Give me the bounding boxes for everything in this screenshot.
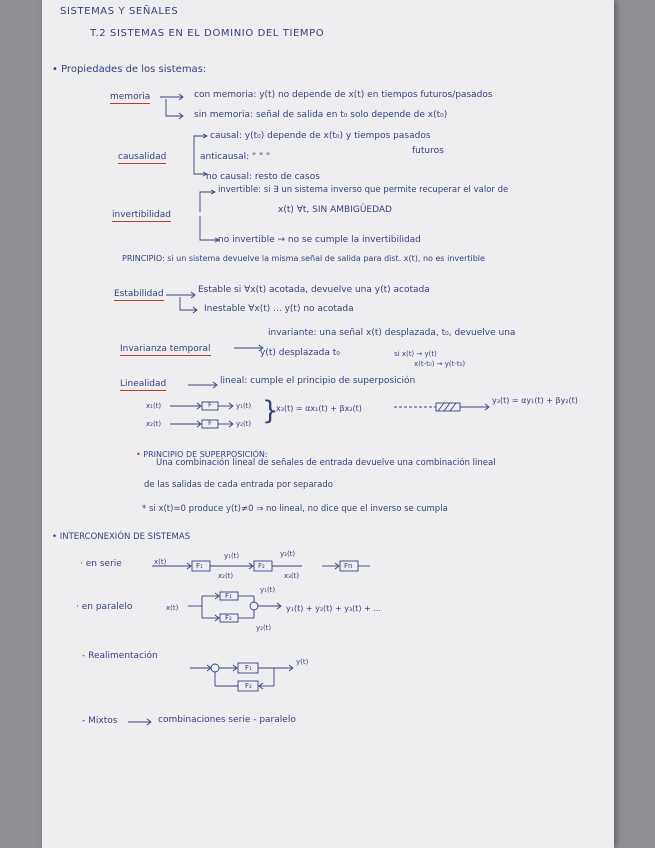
- invertibility-principle: PRINCIPIO: si un sistema devuelve la misma señal de salida para dist. x(t), no es invertible: [122, 254, 485, 263]
- parallel-sum: y₁(t) + y₂(t) + y₃(t) + ...: [286, 604, 381, 613]
- stability-label: Estabilidad: [114, 289, 164, 299]
- parallel-f2: F₂: [225, 614, 232, 622]
- futuros-note: futuros: [412, 146, 444, 156]
- series-label-text: en serie: [85, 559, 122, 569]
- properties-heading-text: Propiedades de los sistemas:: [61, 64, 207, 75]
- memory-without: sin memoria: señal de salida en t₀ solo depende de x(t₀): [194, 110, 448, 120]
- properties-heading: • Propiedades de los sistemas:: [52, 64, 207, 75]
- topic-title: T.2 SISTEMAS EN EL DOMINIO DEL TIEMPO: [90, 28, 325, 39]
- parallel-label-text: en paralelo: [81, 602, 133, 612]
- invariant-line1: invariante: una señal x(t) desplazada, t₀, devuelve una: [268, 328, 516, 338]
- feedback-f1: F₁: [245, 664, 252, 672]
- invertible-line2: x(t) ∀t, SIN AMBIGÜEDAD: [278, 205, 392, 215]
- feedback-y: y(t): [296, 658, 309, 666]
- parallel-x: x(t): [166, 604, 179, 612]
- lin-box-2: F: [208, 419, 213, 427]
- noninvertible-def: no invertible → no se cumple la invertibilidad: [218, 235, 421, 245]
- series-f1: F₁: [196, 562, 203, 570]
- series-f2: F₂: [258, 562, 265, 570]
- lin-x1: x₁(t): [146, 402, 162, 410]
- series-x: x(t): [154, 558, 167, 566]
- lin-y1: y₁(t): [236, 402, 252, 410]
- series-y1: y₁(t): [224, 552, 240, 560]
- feedback-label: - Realimentación: [82, 651, 158, 661]
- invertible-line1: invertible: si ∃ un sistema inverso que permite recuperar el valor de: [218, 185, 509, 195]
- feedback-f2: F₂: [245, 682, 252, 690]
- parallel-label: · en paralelo: [76, 602, 133, 612]
- stable-def: Estable si ∀x(t) acotada, devuelve una y(t) acotada: [198, 285, 430, 295]
- series-y2: y₂(t): [280, 550, 296, 558]
- mixed-arrow: [128, 718, 158, 726]
- interconnection-heading-text: INTERCONEXIÓN DE SISTEMAS: [59, 532, 191, 542]
- lin-combined-input: x₃(t) = αx₁(t) + βx₂(t): [276, 404, 362, 413]
- invariant-line2: y(t) desplazada t₀: [260, 348, 340, 358]
- parallel-y1: y₁(t): [260, 586, 276, 594]
- parallel-y2: y₂(t): [256, 624, 272, 632]
- notebook-page: [42, 0, 614, 848]
- superposition-line1: Una combinación lineal de señales de entrada devuelve una combinación lineal: [156, 458, 496, 468]
- parallel-f1: F₁: [225, 592, 232, 600]
- mixed-desc: combinaciones serie - paralelo: [158, 715, 296, 725]
- interconnection-heading: • INTERCONEXIÓN DE SISTEMAS: [52, 532, 191, 542]
- series-label: · en serie: [80, 559, 122, 569]
- memory-label: memoria: [110, 92, 151, 102]
- lin-x2: x₂(t): [146, 420, 162, 428]
- superposition-line2: de las salidas de cada entrada por separado: [144, 480, 333, 490]
- superposition-title-text: PRINCIPIO DE SUPERPOSICIÓN:: [143, 450, 268, 459]
- linearity-arrow: [188, 381, 222, 389]
- series-x3: x₃(t): [284, 572, 300, 580]
- time-invariance-label: Invarianza temporal: [120, 344, 211, 354]
- mixed-label: - Mixtos: [82, 716, 118, 726]
- invariance-example-1: si x(t) → y(t): [394, 350, 437, 358]
- superposition-title: • PRINCIPIO DE SUPERPOSICIÓN:: [136, 450, 268, 459]
- invertibility-label: invertibilidad: [112, 210, 171, 220]
- linearity-combined-diagram: [394, 402, 494, 414]
- subject-title: SISTEMAS Y SEÑALES: [60, 6, 179, 17]
- superposition-note: * si x(t)=0 produce y(t)≠0 ⇒ no lineal, no dice que el inverso se cumpla: [142, 504, 448, 514]
- series-x2: x₂(t): [218, 572, 234, 580]
- memory-with: con memoria: y(t) no depende de x(t) en tiempos futuros/pasados: [194, 90, 493, 100]
- invariance-example-2: x(t-t₀) → y(t-t₀): [414, 360, 466, 368]
- lin-combined-output: y₃(t) = αy₁(t) + βy₂(t): [492, 396, 578, 405]
- feedback-label-text: Realimentación: [88, 651, 158, 661]
- parallel-diagram: [188, 592, 298, 632]
- unstable-def: Inestable ∀x(t) ... y(t) no acotada: [204, 304, 354, 314]
- lin-box-1: F: [208, 401, 213, 409]
- causality-label: causalidad: [118, 152, 167, 162]
- causal-def: causal: y(t₀) depende de x(t₀) y tiempos pasados: [210, 131, 431, 141]
- lin-y2: y₂(t): [236, 420, 252, 428]
- linearity-def: lineal: cumple el principio de superposición: [220, 376, 416, 386]
- linearity-label: Linealidad: [120, 379, 167, 389]
- series-fn: Fn: [344, 562, 353, 570]
- anticausal-def: anticausal: " " ": [200, 152, 271, 162]
- mixed-label-text: Mixtos: [88, 716, 118, 726]
- lin-brace: }: [262, 396, 279, 426]
- noncausal-def: no causal: resto de casos: [206, 172, 320, 182]
